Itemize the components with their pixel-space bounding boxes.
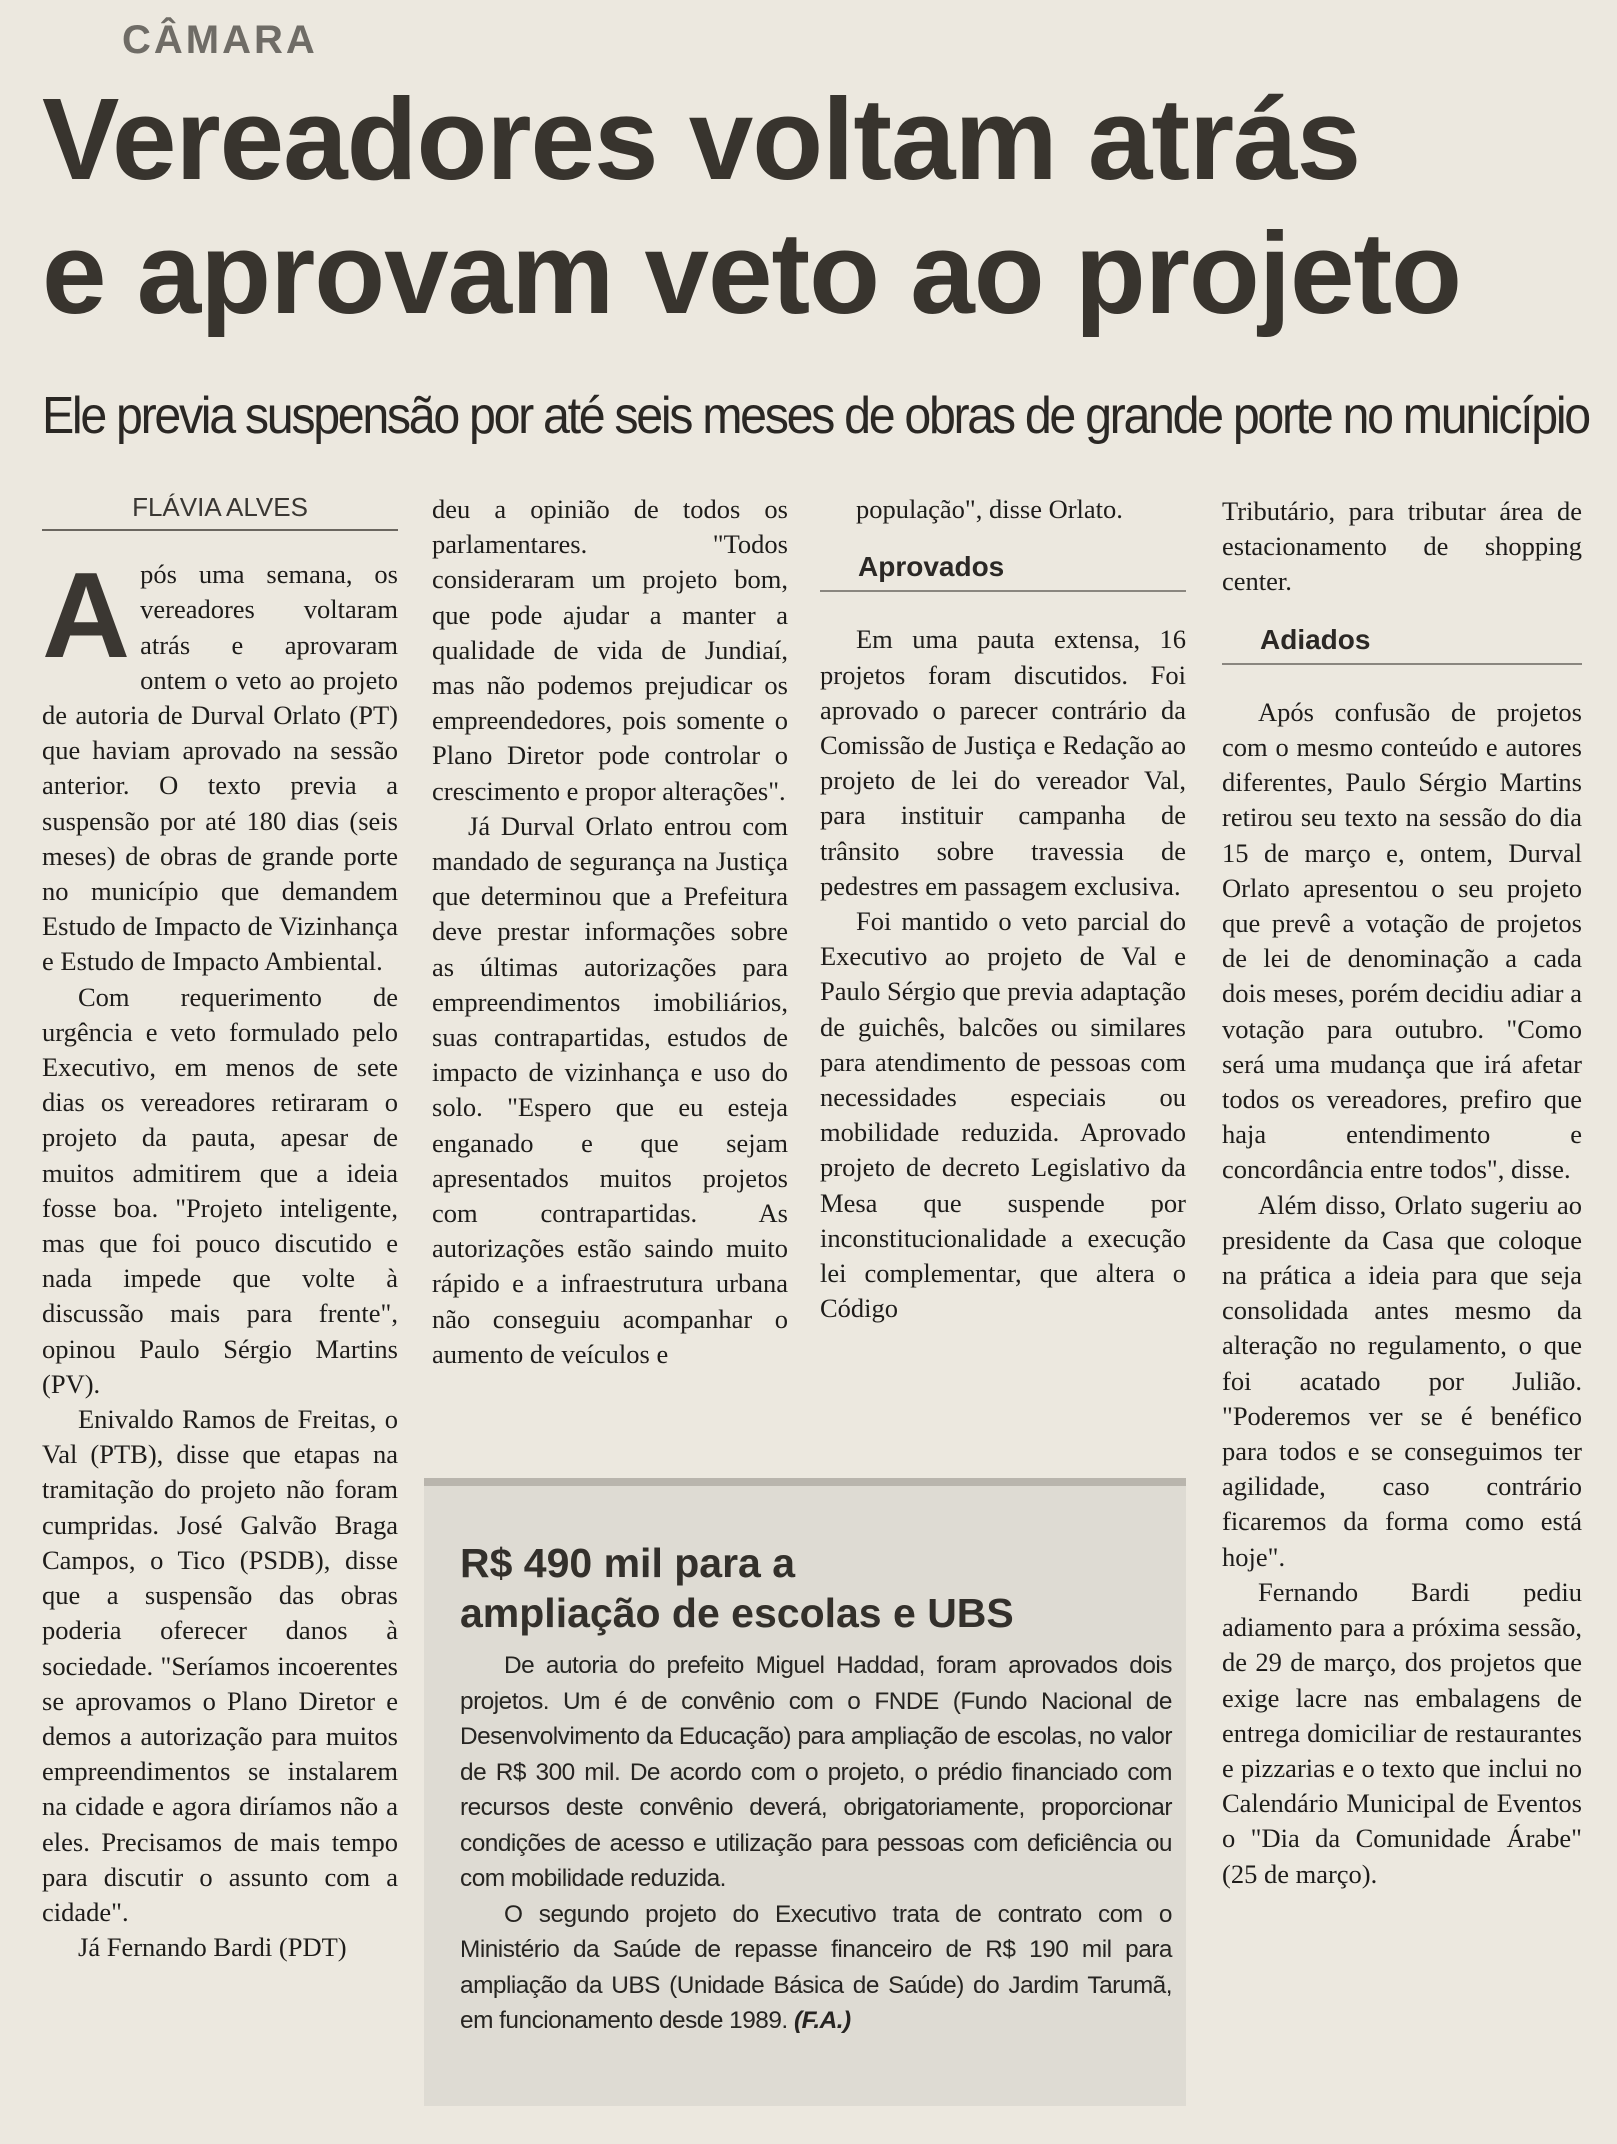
- subhead-aprovados: Aprovados: [820, 545, 1186, 592]
- box-title-line-2: ampliação de escolas e UBS: [460, 1590, 1014, 1636]
- column-2: [432, 492, 788, 1372]
- paragraph-text: pós uma semana, os vereadores voltaram atrás e aprovaram ontem o veto ao projeto de autoria de Durval Orlato (PT) que haviam aprovado na sessão anterior. O texto previa a suspensão por até 180 dias (seis meses) de obras de grande porte no município que demandem Estudo de Impacto de Vizinhança e Estudo de Impacto Ambiental.: [42, 559, 398, 977]
- column-3: [820, 492, 1186, 1326]
- box-title-line-1: R$ 490 mil para a: [460, 1540, 796, 1586]
- headline-line-1: Vereadores voltam atrás: [42, 74, 1361, 204]
- paragraph: [42, 547, 398, 979]
- column-1: [42, 490, 398, 1965]
- headline-line-2: e aprovam veto ao projeto: [42, 208, 1461, 338]
- paragraph: Fernando Bardi pediu adiamento para a próxima sessão, de 29 de março, dos projetos que exige lacre nas embalagens de entrega domiciliar de restaurantes e pizzarias e o texto que inclui no Calendário Municipal de Eventos o "Dia da Comunidade Árabe" (25 de março).: [1222, 1576, 1582, 1889]
- paragraph: De autoria do prefeito Miguel Haddad, foram aprovados dois projetos. Um é de convênio com o FNDE (Fundo Nacional de Desenvolvimento da Educação) para ampliação de escolas, no valor de R$ 300 mil. De acordo com o projeto, o prédio financiado com recursos deste convênio deverá, obrigatoriamente, proporcionar condições de acesso e utilização para pessoas com deficiência ou com mobilidade reduzida.: [460, 1652, 1172, 1892]
- credit: (F.A.): [794, 2007, 851, 2034]
- box-body: [460, 1648, 1172, 2039]
- paragraph: Já Durval Orlato entrou com mandado de segurança na Justiça que determinou que a Prefeitura deve prestar informações sobre as últimas autorizações para empreendimentos imobiliários, suas contrapartidas, estudos de impacto de vizinhança e uso do solo. "Espero que eu esteja enganado e que sejam apresentados muitos projetos com contrapartidas. As autorizações estão saindo muito rápido e a infraestrutura urbana não conseguiu acompanhar o aumento de veículos e: [432, 810, 788, 1369]
- paragraph: deu a opinião de todos os parlamentares. "Todos consideraram um projeto bom, que pode ajudar a manter a qualidade de vida de Jundiaí, mas não podemos prejudicar os empreendedores, pois somente o Plano Diretor pode controlar o crescimento e propor alterações".: [432, 494, 788, 806]
- paragraph: Com requerimento de urgência e veto formulado pelo Executivo, em menos de sete dias os vereadores retiraram o projeto da pauta, apesar de muitos admitirem que a ideia fosse boa. "Projeto inteligente, mas que foi pouco discutido e nada impede que volte à discussão mais para frente", opinou Paulo Sérgio Martins (PV).: [42, 981, 398, 1399]
- section-label: CÂMARA: [122, 18, 318, 62]
- paragraph: Enivaldo Ramos de Freitas, o Val (PTB), disse que etapas na tramitação do projeto não foram cumpridas. José Galvão Braga Campos, o Tico (PSDB), disse que a suspensão das obras poderia oferecer danos à sociedade. "Seríamos incoerentes se aprovamos o Plano Diretor e demos a autorização para muitos empreendimentos se instalarem na cidade e agora diríamos não a eles. Precisamos de mais tempo para discutir o assunto com a cidade".: [42, 1404, 398, 1927]
- headline: [42, 72, 1602, 340]
- column-4: [1222, 494, 1582, 1892]
- paragraph: Tributário, para tributar área de estacionamento de shopping center.: [1222, 496, 1582, 597]
- subhead-adiados: Adiados: [1222, 618, 1582, 665]
- paragraph: Além disso, Orlato sugeriu ao presidente da Casa que coloque na prática a ideia para que seja consolidada antes mesmo da alteração no regulamento, o que foi acatado por Julião. "Poderemos ver se é benéfico para todos e se conseguimos ter agilidade, caso contrário ficaremos da forma como está hoje".: [1222, 1189, 1582, 1572]
- box-title: [460, 1538, 1160, 1638]
- byline: FLÁVIA ALVES: [42, 490, 398, 531]
- subtitle: Ele previa suspensão por até seis meses de obras de grande porte no município: [42, 387, 1589, 445]
- paragraph: [460, 1897, 1172, 2039]
- paragraph-text: O segundo projeto do Executivo trata de contrato com o Ministério da Saúde de repasse financeiro de R$ 190 mil para ampliação da UBS (Unidade Básica de Saúde) do Jardim Tarumã, em funcionamento desde 1989.: [460, 1900, 1172, 2034]
- paragraph: Após confusão de projetos com o mesmo conteúdo e autores diferentes, Paulo Sérgio Martins retirou seu texto na sessão do dia 15 de março e, ontem, Durval Orlato apresentou o seu projeto que prevê a votação de projetos de lei de denominação a cada dois meses, porém decidiu adiar a votação para outubro. "Como será uma mudança que irá afetar todos os vereadores, prefiro que haja entendimento e concordância entre todos", disse.: [1222, 696, 1582, 1185]
- paragraph: Já Fernando Bardi (PDT): [78, 1932, 347, 1963]
- paragraph: Em uma pauta extensa, 16 projetos foram discutidos. Foi aprovado o parecer contrário da Comissão de Justiça e Redação ao projeto de lei do vereador Val, para instituir campanha de trânsito sobre travessia de pedestres em passagem exclusiva.: [820, 624, 1186, 901]
- paragraph: Foi mantido o veto parcial do Executivo ao projeto de Val e Paulo Sérgio que previa adaptação de guichês, balcões ou similares para atendimento de pessoas com necessidades especiais ou mobilidade reduzida. Aprovado projeto de decreto Legislativo da Mesa que suspende por inconstitucionalidade a execução lei complementar, que altera o Código: [820, 906, 1186, 1324]
- sidebar-story-box: [424, 1478, 1186, 2106]
- drop-cap: A: [42, 547, 131, 684]
- box-divider: [424, 1478, 1186, 1486]
- paragraph: população", disse Orlato.: [856, 494, 1123, 524]
